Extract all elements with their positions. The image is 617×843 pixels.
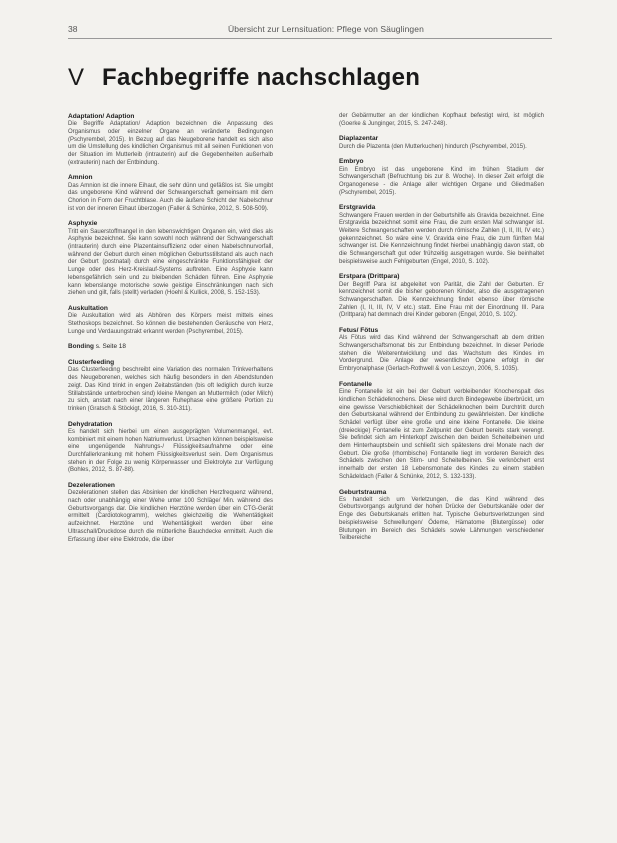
right-column	[339, 113, 544, 550]
glossary-entry-embryo	[339, 158, 544, 197]
glossary-entry-erstpara	[339, 273, 544, 320]
entry-definition: Das Amnion ist die innere Eihaut, die sehr dünn und gefäßlos ist. Sie umgibt das ungeborene Kind während der Schwangerschaft gemeinsam mit dem Chorion in Form der Fruchtblase. Auch die äußere Schicht der Nabelschnur ist von der inneren Eihaut überzogen (Faller & Schünke, 2012, S. 508-509).	[68, 182, 273, 212]
glossary-entry-dehydratation	[68, 421, 273, 475]
entry-definition: Als Fötus wird das Kind während der Schwangerschaft ab dem dritten Schwangerschaftsmonat bis zur Entbindung bezeichnet. In dieser Periode stehen die Weiterentwicklung und das Wachstum des Kindes im Vordergrund. Die Anlage der wesentlichen Organe erfolgt in der Embryonalphase (Gerlach-Rothwell & von Leszcyn, 2006, S. 1035).	[339, 335, 544, 373]
running-title: Übersicht zur Lernsituation: Pflege von Säuglingen	[228, 24, 424, 34]
entry-term: Diaplazentar	[339, 135, 379, 143]
entry-definition: Die Auskultation wird als Abhören des Körpers meist mittels eines Stethoskops bezeichnet. So können die bestehenden Geräusche von Herz, Lunge und Verdauungstrakt erkannt werden (Pschyrembel, 2015).	[68, 313, 273, 335]
glossary-entry-erstgravida	[339, 204, 544, 266]
entry-definition: Ein Embryo ist das ungeborene Kind im frühen Stadium der Schwangerschaft (Befruchtung bis zur 8. Woche). In dieser Zeit erfolgt die Organogenese - die Anlage aller wichtigen Organe und Gliedmaßen (Pschyrembel, 2015).	[339, 166, 544, 196]
entry-term: Dehydratation	[68, 420, 113, 428]
entry-definition: Tritt ein Sauerstoffmangel in den lebenswichtigen Organen ein, wird dies als Asphyxie bezeichnet. Sie kann sowohl noch während der Schwangerschaft (intrauterin) durch eine Plazentainsuffizienz oder einen Nabelschnurvorfall, während der Geburt durch einen möglichen Geburtsstillstand als auch nach der Geburt (postnatal) durch eine eingeschränkte Funktionsfähigkeit der Lunge oder des Herz-Kreislauf-Systems auftreten. Eine Asphyxie kann lebensgefährlich sein und zu bleibenden Schäden führen. Eine Asphyxie kann lebenslange motorische sowie geistige Einschränkungen nach sich ziehen und gilt, falls (stellt) verladen (Hoehl & Kullick, 2008, S. 152-153).	[68, 228, 273, 297]
cross-reference: s. Seite 18	[95, 343, 126, 351]
glossary-entry-fontanelle	[339, 381, 544, 482]
entry-term: Fontanelle	[339, 380, 372, 388]
glossary-entry-asphyxie	[68, 220, 273, 298]
chapter-title: Fachbegriffe nachschlagen	[102, 64, 421, 91]
glossary-entry-bonding	[68, 343, 273, 351]
entry-term: Dezelerationen	[68, 482, 115, 490]
chapter-number: V	[68, 64, 85, 91]
entry-term: Bonding	[68, 343, 94, 351]
glossary-entry-fetus	[339, 327, 544, 374]
entry-term: Fetus/ Fötus	[339, 327, 379, 335]
entry-term: Amnion	[68, 174, 93, 182]
glossary-entry-auskultation	[68, 305, 273, 336]
entry-definition: Dezelerationen stellen das Absinken der kindlichen Herzfrequenz während, nach oder unabhängig einer Wehe unter 100 Schläge/ Min. während des Geburtsvorgangs dar. Die kindlichen Herztöne werden über ein CTG-Gerät ermittelt (Cardiotokogramm), welches gleichzeitig die Wehentätigkeit aufzeichnet. Herztöne und Wehentätigkeit werden über eine Ultraschall/Druckdose durch die mütterliche Bauchdecke ermittelt. Auch die Erfassung über eine Elektrode, die über	[68, 490, 273, 543]
entry-definition: Schwangere Frauen werden in der Geburtshilfe als Gravida bezeichnet. Eine Erstgravida bezeichnet somit eine Frau, die zum ersten Mal schwanger ist. Weitere Schwangerschaften werden durch römische Zahlen (I, II, III, IV etc.) gekennzeichnet. So wäre eine V. Gravida eine Frau, die zum fünften Mal schwanger ist. Die Kennzeichnung findet hierbei unabhängig davon statt, ob die Schwangerschaft gut oder frühzeitig ausgetragen wurde. Sie beinhaltet beispielsweise auch Fehlgeburten (Engel, 2010, S. 102).	[339, 212, 544, 265]
entry-term: Embryo	[339, 158, 364, 166]
entry-definition: der Gebärmutter an der kindlichen Kopfhaut befestigt wird, ist möglich (Goerke & Junginger, 2015, S. 247-248).	[339, 113, 544, 127]
glossary-entry-clusterfeeding	[68, 359, 273, 413]
glossary-entry-adaptation	[68, 113, 273, 167]
entry-definition: Das Clusterfeeding beschreibt eine Variation des normalen Trinkverhaltens des Neugeborenen, welches sich häufig besonders in den Abendstunden zeigt. Das Kind trinkt in engen Zeitabständen (bis oft lediglich durch kurze Stillabstände unterbrochen sind) kleine Mengen an Muttermilch (oder Milch) zu sich, anstatt nach einer längeren Ruhephase eine größere Portion zu trinken (Gratsch & Stöckigt, 2016, S. 310-311).	[68, 367, 273, 412]
entry-definition: Es handelt sich hierbei um einen ausgeprägten Volumenmangel, evt. kombiniert mit einem hohen Natriumverlust. Ursachen können beispielsweise eine ungenügende Nahrungs-/ Flüssigkeitsaufnahme oder eine Durchfallerkrankung mit hohem Flüssigkeitsverlust sein. Dem Organismus stehen in der Folge zu wenig Körperwasser und Elektrolyte zur Verfügung (Bohles, 2012, S. 87-88).	[68, 428, 273, 474]
entry-definition: Durch die Plazenta (den Mutterkuchen) hindurch (Pschyrembel, 2015).	[339, 143, 527, 150]
glossary-entry-continuation	[339, 113, 544, 128]
page-number: 38	[68, 24, 78, 34]
entry-term: Auskultation	[68, 304, 108, 312]
glossary-entry-amnion	[68, 174, 273, 213]
running-header	[68, 24, 552, 39]
glossary-entry-geburtstrauma	[339, 489, 544, 543]
glossary-entry-dezelerationen	[68, 482, 273, 544]
entry-term: Erstpara (Drittpara)	[339, 273, 400, 281]
entry-definition: Die Begriffe Adaptation/ Adaption bezeichnen die Anpassung des Organismus oder einzelner Organe an veränderte Bedingungen (Pschyrembel, 2015). In Bezug auf das Neugeborene handelt es sich also um die Umstellung des kindlichen Organismus mit all seinen Funktionen von der Situation im Mutterleib (intrauterin) auf die Gegebenheiten außerhalb (extrauterin) nach der Entbindung.	[68, 121, 273, 166]
entry-term: Asphyxie	[68, 220, 98, 228]
entry-term: Clusterfeeding	[68, 359, 115, 367]
glossary-entry-diaplazentar	[339, 135, 544, 151]
entry-term: Erstgravida	[339, 204, 376, 212]
left-column	[68, 113, 273, 551]
chapter-heading	[68, 64, 568, 92]
entry-definition: Es handelt sich um Verletzungen, die das Kind während des Geburtsvorgangs aufgrund der hohen Drücke der Geburtskanäle oder der Enge des Geburtskanals erlitten hat. Typische Geburtsverletzungen sind beispielsweise Schwellungen/ Ödeme, Hämatome (Blutergüsse) oder Blutungen im Bereich des Schädels sowie Lähmungen verschiedener Teilbereiche	[339, 496, 544, 542]
entry-term: Adaptation/ Adaption	[68, 113, 135, 120]
entry-definition: Der Begriff Para ist abgeleitet von Parität, die Zahl der Geburten. Er kennzeichnet somit die bisher geborenen Kinder, also die ausgetragenen Schwangerschaften. Die Kennzeichnung findet ebenso über römische Zahlen (I, II, III, IV, V etc.) statt. Eine Frau mit der Einordnung III. Para (Drittpara) hat demnach drei Kinder geboren (Engel, 2010, S. 102).	[339, 281, 544, 319]
entry-term: Geburtstrauma	[339, 488, 387, 496]
entry-definition: Eine Fontanelle ist ein bei der Geburt verbleibender Knochenspalt des kindlichen Schädelknochens. Diese wird durch Bindegewebe überbrückt, um eine gewisse Verschieblichkeit der Schädelknochen beim Durchtritt durch den Geburtskanal während der Entbindung zu gewährleisten. Der kindliche Schädel verfügt über eine große und eine kleine Fontanelle. Die kleine (dreieckige) Fontanelle ist zum Zeitpunkt der Geburt bereits stark verengt. Sie befindet sich am Hinterkopf zwischen den beiden Scheitelbeinen und dem Hinterhauptsbein und schließt sich spätestens drei Monate nach der Geburt. Die große (rhombische) Fontanelle liegt im vorderen Bereich des Schädels zwischen den Stirn- und Scheitelbeinen. Sie verknöchert erst innerhalb der ersten 18 Lebensmonate des Kindes zu einem stabilen Schädeldach (Faller & Schünke, 2012, S. 132-133).	[339, 389, 544, 480]
